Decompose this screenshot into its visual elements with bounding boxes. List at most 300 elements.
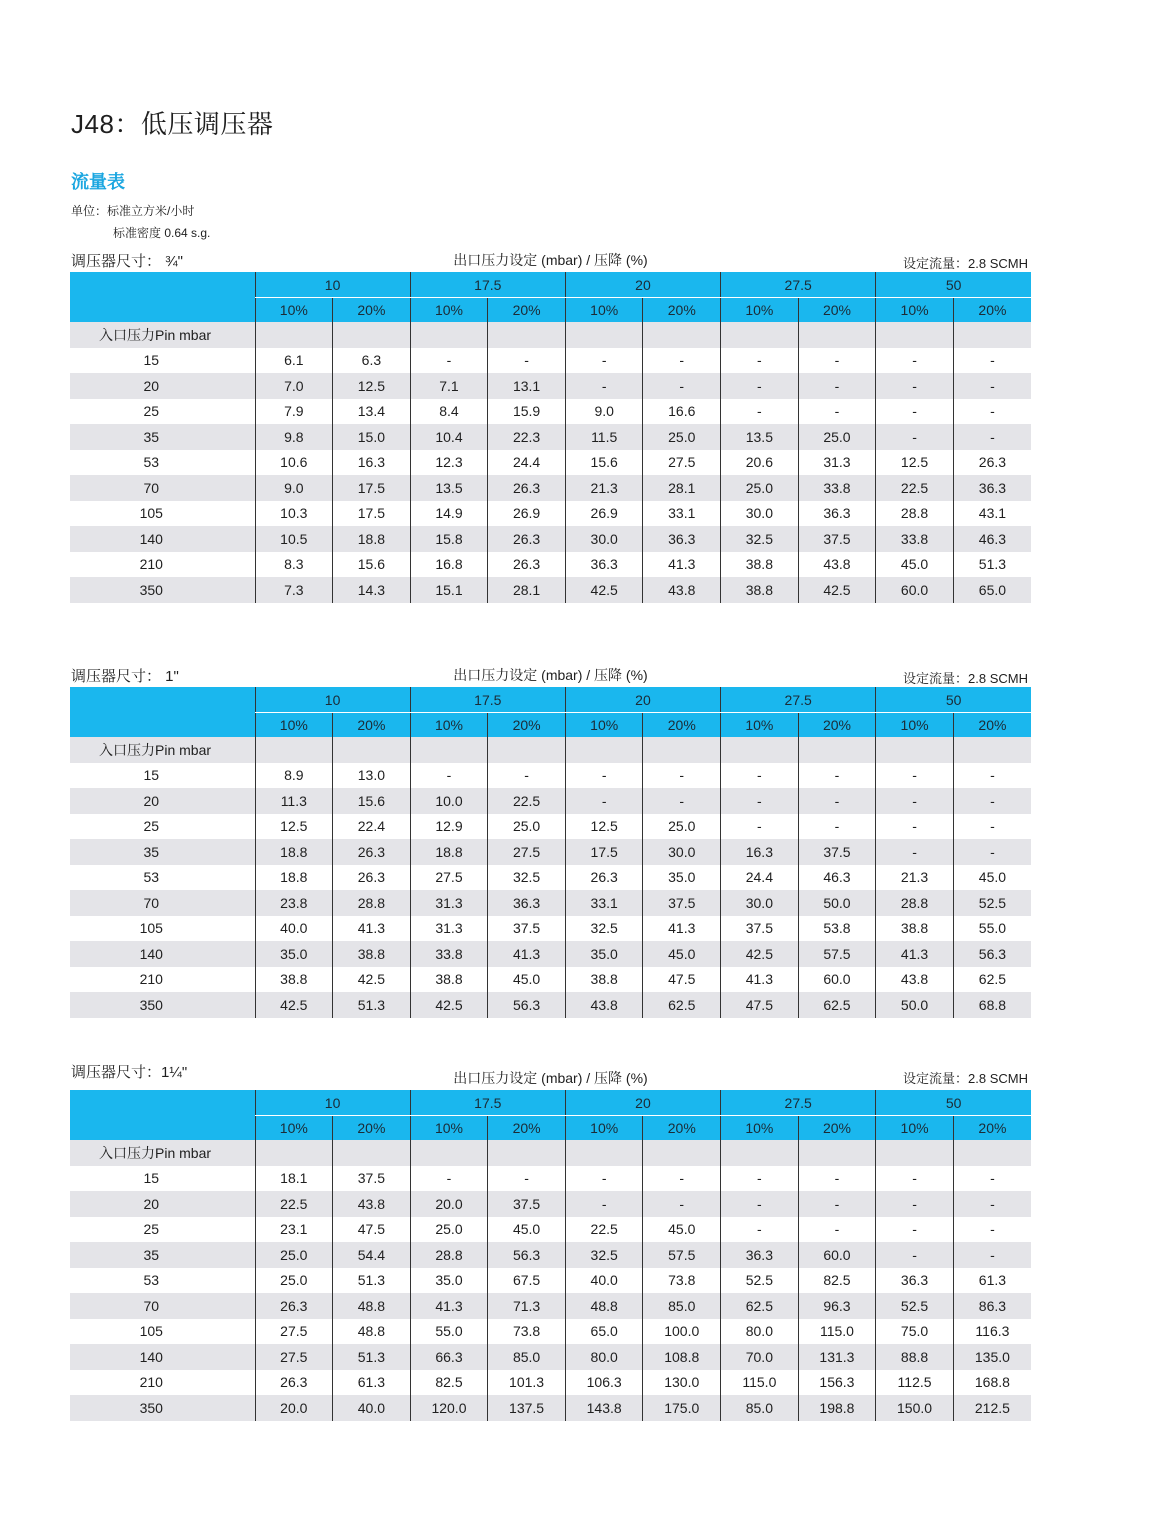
flow-value-cell: 38.8 [333,941,411,967]
flow-value-cell: 12.5 [565,814,643,840]
set-flow-label: 设定流量：2.8 SCMH [903,256,1028,271]
flow-value-cell: 52.5 [721,1268,799,1294]
flow-value-cell: 43.1 [953,501,1031,527]
inlet-pressure-cell: 350 [70,1395,255,1421]
inlet-pressure-cell: 210 [70,552,255,578]
flow-table-block-3-4in [70,250,1031,603]
flow-value-cell: 55.0 [410,1319,488,1345]
flow-value-cell: 156.3 [798,1370,876,1396]
empty-cell [333,737,411,763]
flow-value-cell: 41.3 [410,1293,488,1319]
flow-value-cell: - [721,763,799,789]
pressure-drop-header: 20% [643,298,721,323]
flow-value-cell: 25.0 [798,424,876,450]
flow-value-cell: - [876,1242,954,1268]
flow-table [70,1090,1031,1421]
flow-value-cell: 62.5 [953,967,1031,993]
empty-cell [255,322,333,348]
flow-value-cell: 42.5 [410,992,488,1018]
flow-value-cell: 7.0 [255,373,333,399]
flow-value-cell: - [643,348,721,374]
flow-value-cell: 26.3 [565,865,643,891]
pressure-drop-header: 20% [333,1116,411,1141]
flow-value-cell: 135.0 [953,1344,1031,1370]
flow-value-cell: 28.1 [488,577,566,603]
flow-value-cell: 48.8 [333,1293,411,1319]
pressure-drop-header: 10% [876,298,954,323]
table-row [70,763,1031,789]
flow-value-cell: 28.8 [333,890,411,916]
flow-value-cell: 43.8 [876,967,954,993]
empty-cell [876,737,954,763]
inlet-pressure-cell: 25 [70,399,255,425]
flow-value-cell: - [953,348,1031,374]
inlet-pressure-cell: 210 [70,1370,255,1396]
flow-value-cell: 137.5 [488,1395,566,1421]
flow-value-cell: 24.4 [488,450,566,476]
flow-value-cell: 16.8 [410,552,488,578]
flow-value-cell: - [876,1191,954,1217]
flow-value-cell: 7.3 [255,577,333,603]
table-row [70,1242,1031,1268]
regulator-size-label: 调压器尺寸：1¼" [71,1064,188,1081]
flow-value-cell: 15.6 [333,552,411,578]
flow-value-cell: 25.0 [721,475,799,501]
flow-value-cell: 37.5 [798,526,876,552]
flow-value-cell: 40.0 [255,916,333,942]
flow-value-cell: 52.5 [953,890,1031,916]
flow-value-cell: 41.3 [876,941,954,967]
flow-value-cell: 47.5 [721,992,799,1018]
flow-value-cell: - [721,399,799,425]
flow-value-cell: 26.9 [488,501,566,527]
flow-value-cell: 14.3 [333,577,411,603]
inlet-pressure-cell: 210 [70,967,255,993]
flow-value-cell: 143.8 [565,1395,643,1421]
empty-cell [953,1140,1031,1166]
table-row [70,1319,1031,1345]
flow-value-cell: 10.4 [410,424,488,450]
flow-value-cell: 67.5 [488,1268,566,1294]
empty-cell [721,1140,799,1166]
empty-cell [410,737,488,763]
inlet-pressure-cell: 105 [70,1319,255,1345]
flow-value-cell: 12.5 [255,814,333,840]
flow-value-cell: 22.5 [876,475,954,501]
flow-value-cell: 32.5 [565,1242,643,1268]
flow-value-cell: 45.0 [953,865,1031,891]
flow-value-cell: - [798,1217,876,1243]
empty-cell [643,737,721,763]
flow-value-cell: 33.1 [565,890,643,916]
flow-value-cell: 57.5 [798,941,876,967]
empty-cell [721,737,799,763]
inlet-pressure-cell: 350 [70,992,255,1018]
flow-value-cell: 43.8 [565,992,643,1018]
table-row [70,1370,1031,1396]
flow-value-cell: 41.3 [333,916,411,942]
flow-value-cell: 41.3 [643,916,721,942]
flow-value-cell: 68.8 [953,992,1031,1018]
flow-value-cell: 40.0 [565,1268,643,1294]
flow-value-cell: 23.1 [255,1217,333,1243]
flow-value-cell: 31.3 [410,890,488,916]
pressure-drop-header: 20% [798,713,876,738]
pressure-drop-header: 20% [488,713,566,738]
flow-value-cell: 26.3 [333,865,411,891]
table-caption [70,665,1031,687]
pressure-drop-header: 10% [876,713,954,738]
flow-value-cell: 36.3 [798,501,876,527]
flow-value-cell: 106.3 [565,1370,643,1396]
flow-value-cell: 37.5 [488,916,566,942]
flow-value-cell: 51.3 [333,1268,411,1294]
empty-cell [876,322,954,348]
flow-value-cell: 11.3 [255,788,333,814]
pressure-drop-header: 10% [565,1116,643,1141]
flow-value-cell: 38.8 [876,916,954,942]
flow-value-cell: 13.5 [721,424,799,450]
flow-value-cell: 46.3 [953,526,1031,552]
unit-note: 单位：标准立方米/小时 [71,204,195,218]
pressure-drop-header: 10% [721,1116,799,1141]
flow-value-cell: - [876,399,954,425]
flow-value-cell: 15.6 [333,788,411,814]
flow-value-cell: - [565,1191,643,1217]
flow-value-cell: 13.4 [333,399,411,425]
table-row [70,1217,1031,1243]
flow-value-cell: 45.0 [876,552,954,578]
flow-value-cell: 8.3 [255,552,333,578]
table-body [70,1140,1031,1421]
flow-value-cell: 35.0 [643,865,721,891]
table-row [70,348,1031,374]
outlet-pressure-label: 出口压力设定 (mbar) / 压降 (%) [453,1070,648,1086]
flow-value-cell: 38.8 [721,552,799,578]
flow-value-cell: 17.5 [565,839,643,865]
flow-value-cell: 42.5 [333,967,411,993]
flow-value-cell: 12.5 [876,450,954,476]
flow-value-cell: 115.0 [798,1319,876,1345]
flow-value-cell: 13.1 [488,373,566,399]
flow-value-cell: 6.1 [255,348,333,374]
flow-value-cell: 11.5 [565,424,643,450]
flow-value-cell: 10.6 [255,450,333,476]
pin-label-row [70,737,1031,763]
flow-value-cell: 26.3 [333,839,411,865]
empty-cell [255,1140,333,1166]
page-title: J48：低压调压器 [71,109,274,139]
inlet-pressure-cell: 140 [70,941,255,967]
empty-cell [488,1140,566,1166]
flow-value-cell: 80.0 [565,1344,643,1370]
outlet-pressure-header: 27.5 [721,1090,876,1116]
flow-value-cell: 52.5 [876,1293,954,1319]
empty-cell [953,322,1031,348]
flow-value-cell: 25.0 [255,1268,333,1294]
inlet-pressure-cell: 140 [70,1344,255,1370]
flow-value-cell: 70.0 [721,1344,799,1370]
flow-value-cell: 45.0 [643,1217,721,1243]
pressure-drop-header: 20% [953,713,1031,738]
pressure-drop-header: 20% [333,298,411,323]
flow-value-cell: 88.8 [876,1344,954,1370]
table-row [70,941,1031,967]
header-corner [70,1090,255,1140]
flow-value-cell: 45.0 [643,941,721,967]
flow-value-cell: 26.3 [488,475,566,501]
flow-value-cell: 60.0 [876,577,954,603]
flow-value-cell: 86.3 [953,1293,1031,1319]
table-row [70,577,1031,603]
table-row [70,967,1031,993]
flow-value-cell: - [565,348,643,374]
flow-value-cell: - [488,1166,566,1192]
table-row [70,1395,1031,1421]
flow-value-cell: 33.8 [798,475,876,501]
pressure-drop-header: 20% [643,713,721,738]
flow-value-cell: 26.3 [488,526,566,552]
flow-value-cell: - [798,1166,876,1192]
inlet-pressure-cell: 20 [70,788,255,814]
pressure-drop-header: 10% [255,713,333,738]
flow-value-cell: 43.8 [798,552,876,578]
flow-value-cell: - [876,424,954,450]
flow-value-cell: 150.0 [876,1395,954,1421]
flow-value-cell: 36.3 [953,475,1031,501]
table-row [70,865,1031,891]
flow-value-cell: 28.8 [876,890,954,916]
flow-value-cell: 80.0 [721,1319,799,1345]
flow-value-cell: - [798,373,876,399]
flow-value-cell: 43.8 [643,577,721,603]
pressure-drop-header: 10% [410,1116,488,1141]
flow-value-cell: 25.0 [488,814,566,840]
flow-value-cell: 38.8 [565,967,643,993]
flow-value-cell: 85.0 [643,1293,721,1319]
flow-value-cell: - [798,348,876,374]
flow-value-cell: 37.5 [488,1191,566,1217]
flow-value-cell: - [953,814,1031,840]
flow-value-cell: 15.6 [565,450,643,476]
flow-value-cell: - [953,1217,1031,1243]
pressure-drop-header: 10% [721,713,799,738]
flow-value-cell: 9.0 [565,399,643,425]
flow-value-cell: 42.5 [565,577,643,603]
flow-value-cell: - [721,1166,799,1192]
pressure-drop-header: 10% [410,713,488,738]
flow-value-cell: - [798,814,876,840]
pin-label-row [70,322,1031,348]
flow-value-cell: - [565,763,643,789]
flow-value-cell: 8.9 [255,763,333,789]
flow-value-cell: 55.0 [953,916,1031,942]
outlet-pressure-header: 20 [565,272,720,298]
empty-cell [565,737,643,763]
flow-value-cell: 30.0 [721,501,799,527]
inlet-pressure-cell: 105 [70,916,255,942]
outlet-pressure-header: 50 [876,272,1031,298]
flow-value-cell: 18.8 [333,526,411,552]
flow-value-cell: 61.3 [333,1370,411,1396]
flow-value-cell: 66.3 [410,1344,488,1370]
flow-value-cell: 36.3 [565,552,643,578]
flow-value-cell: 53.8 [798,916,876,942]
outlet-pressure-header: 10 [255,1090,410,1116]
flow-value-cell: 115.0 [721,1370,799,1396]
flow-value-cell: 73.8 [488,1319,566,1345]
density-note: 标准密度 0.64 s.g. [113,226,211,240]
pressure-drop-header: 20% [643,1116,721,1141]
empty-cell [410,1140,488,1166]
pressure-drop-header: 10% [565,713,643,738]
inlet-pressure-cell: 35 [70,1242,255,1268]
flow-value-cell: 131.3 [798,1344,876,1370]
flow-value-cell: 28.1 [643,475,721,501]
flow-value-cell: - [410,348,488,374]
pressure-drop-header: 20% [953,1116,1031,1141]
flow-value-cell: 15.1 [410,577,488,603]
pressure-drop-header: 20% [798,298,876,323]
pressure-drop-header: 10% [876,1116,954,1141]
flow-value-cell: 26.3 [255,1370,333,1396]
flow-value-cell: 20.0 [255,1395,333,1421]
flow-value-cell: 25.0 [255,1242,333,1268]
flow-value-cell: 12.5 [333,373,411,399]
outlet-pressure-header: 27.5 [721,272,876,298]
flow-value-cell: 22.5 [488,788,566,814]
table-row [70,475,1031,501]
table-row [70,839,1031,865]
pressure-drop-header: 20% [953,298,1031,323]
flow-value-cell: 18.8 [255,865,333,891]
flow-value-cell: - [953,788,1031,814]
flow-value-cell: 37.5 [643,890,721,916]
table-header [70,687,1031,737]
flow-value-cell: 18.8 [255,839,333,865]
flow-value-cell: - [410,1166,488,1192]
pressure-drop-header: 10% [410,298,488,323]
header-corner [70,272,255,322]
empty-cell [876,1140,954,1166]
flow-value-cell: 65.0 [565,1319,643,1345]
pin-label-row [70,1140,1031,1166]
flow-value-cell: 10.5 [255,526,333,552]
flow-value-cell: 22.4 [333,814,411,840]
flow-value-cell: 20.0 [410,1191,488,1217]
inlet-pressure-cell: 53 [70,1268,255,1294]
flow-value-cell: 42.5 [721,941,799,967]
flow-value-cell: 33.8 [876,526,954,552]
inlet-pressure-cell: 70 [70,475,255,501]
flow-value-cell: 85.0 [721,1395,799,1421]
flow-value-cell: 36.3 [643,526,721,552]
outlet-pressure-header: 10 [255,687,410,713]
flow-value-cell: - [876,1217,954,1243]
flow-value-cell: - [876,788,954,814]
flow-value-cell: 50.0 [798,890,876,916]
empty-cell [410,322,488,348]
flow-value-cell: 42.5 [255,992,333,1018]
flow-value-cell: - [643,763,721,789]
flow-value-cell: 14.9 [410,501,488,527]
flow-value-cell: - [721,373,799,399]
flow-value-cell: 8.4 [410,399,488,425]
inlet-pressure-label: 入口压力Pin mbar [70,322,255,348]
flow-value-cell: 31.3 [798,450,876,476]
flow-value-cell: 71.3 [488,1293,566,1319]
flow-value-cell: 22.5 [565,1217,643,1243]
flow-value-cell: 27.5 [410,865,488,891]
flow-value-cell: - [798,399,876,425]
flow-value-cell: 46.3 [798,865,876,891]
table-row [70,424,1031,450]
flow-value-cell: - [643,788,721,814]
flow-value-cell: 60.0 [798,967,876,993]
flow-table [70,687,1031,1018]
flow-value-cell: 32.5 [565,916,643,942]
empty-cell [721,322,799,348]
inlet-pressure-cell: 25 [70,814,255,840]
flow-value-cell: 56.3 [488,1242,566,1268]
section-title: 流量表 [71,172,125,192]
flow-value-cell: 32.5 [488,865,566,891]
empty-cell [798,737,876,763]
flow-value-cell: 212.5 [953,1395,1031,1421]
flow-value-cell: - [953,424,1031,450]
flow-value-cell: 35.0 [255,941,333,967]
flow-value-cell: 54.4 [333,1242,411,1268]
flow-value-cell: 26.3 [953,450,1031,476]
flow-value-cell: 30.0 [565,526,643,552]
flow-value-cell: 33.8 [410,941,488,967]
flow-value-cell: - [798,1191,876,1217]
inlet-pressure-cell: 20 [70,373,255,399]
inlet-pressure-cell: 350 [70,577,255,603]
flow-value-cell: - [721,1217,799,1243]
flow-value-cell: 12.9 [410,814,488,840]
regulator-size-label: 调压器尺寸： ¾" [71,253,184,270]
flow-value-cell: - [565,788,643,814]
set-flow-label: 设定流量：2.8 SCMH [903,671,1028,686]
table-row [70,1268,1031,1294]
flow-value-cell: 130.0 [643,1370,721,1396]
inlet-pressure-cell: 35 [70,424,255,450]
flow-value-cell: 27.5 [255,1344,333,1370]
flow-value-cell: 42.5 [798,577,876,603]
table-row [70,526,1031,552]
flow-value-cell: 82.5 [798,1268,876,1294]
flow-value-cell: 37.5 [333,1166,411,1192]
outlet-pressure-header: 17.5 [410,1090,565,1116]
flow-value-cell: 75.0 [876,1319,954,1345]
empty-cell [565,1140,643,1166]
flow-value-cell: 16.6 [643,399,721,425]
flow-value-cell: 51.3 [333,992,411,1018]
inlet-pressure-cell: 140 [70,526,255,552]
flow-value-cell: 7.1 [410,373,488,399]
table-row [70,399,1031,425]
pressure-drop-header: 10% [565,298,643,323]
table-row [70,501,1031,527]
flow-value-cell: 61.3 [953,1268,1031,1294]
flow-value-cell: 7.9 [255,399,333,425]
outlet-pressure-header: 20 [565,687,720,713]
flow-value-cell: 62.5 [643,992,721,1018]
inlet-pressure-cell: 70 [70,890,255,916]
flow-value-cell: - [410,763,488,789]
table-row [70,992,1031,1018]
